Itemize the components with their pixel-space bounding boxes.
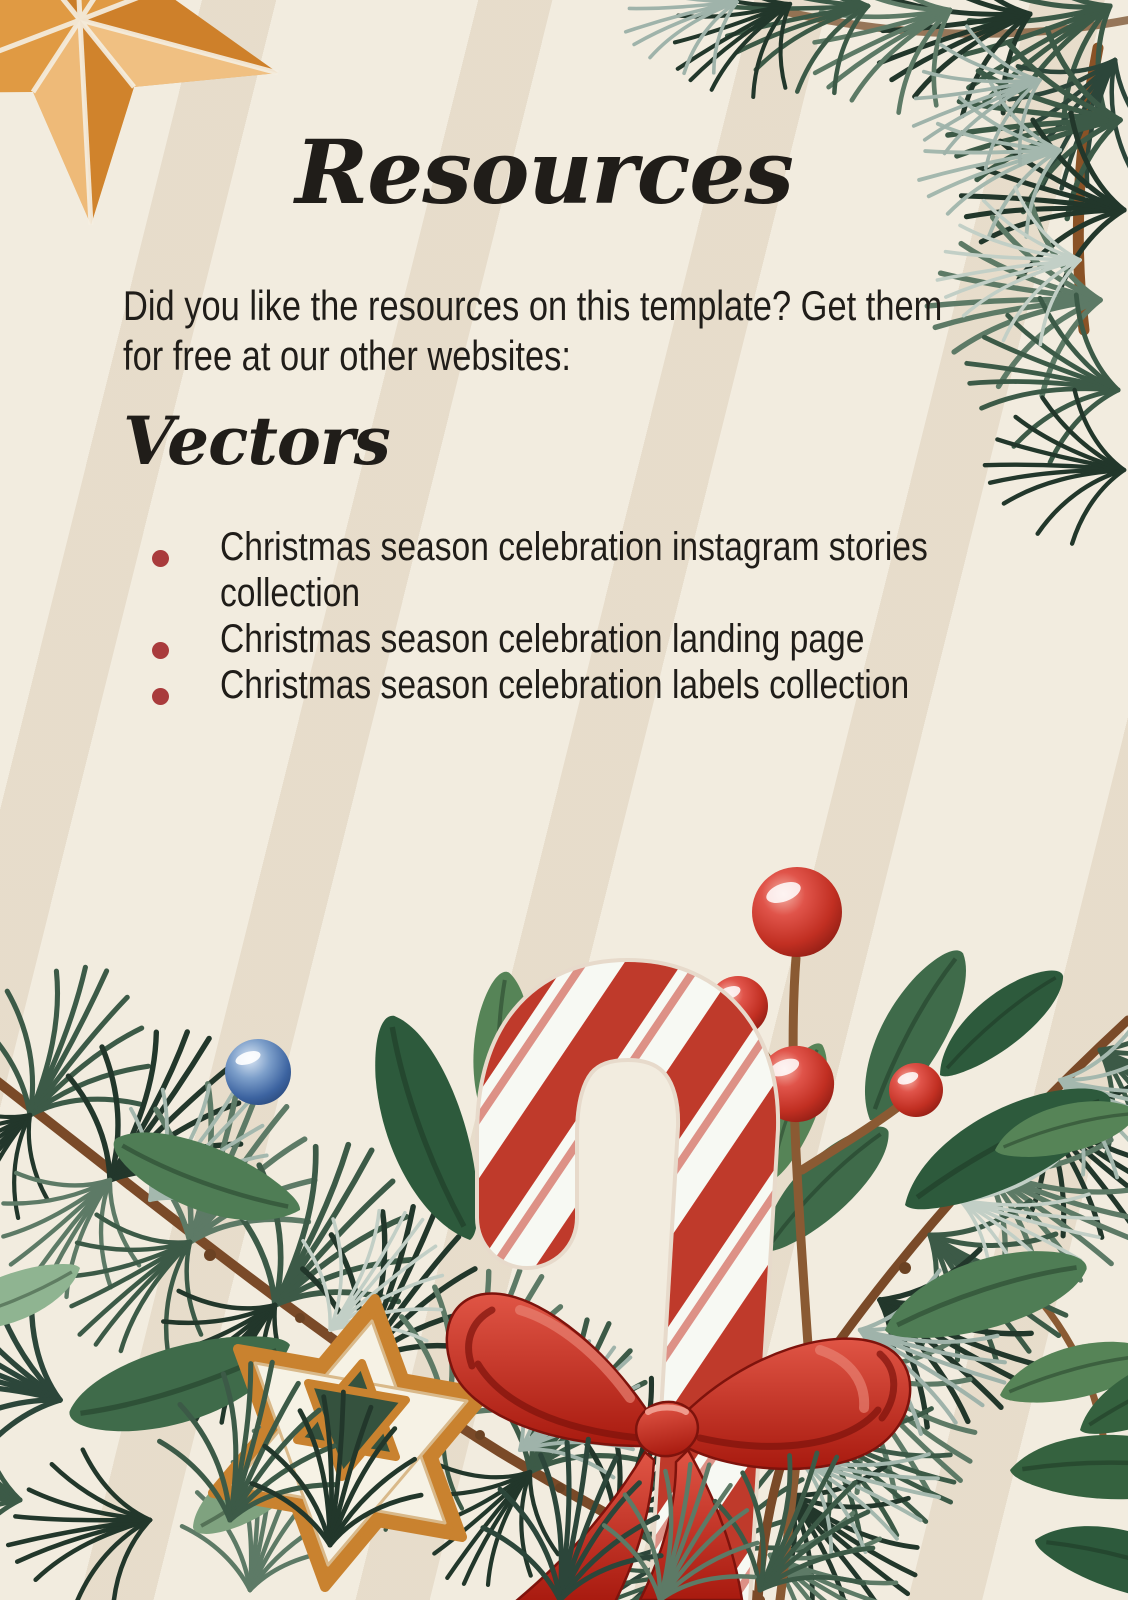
bullet-dot	[152, 550, 169, 567]
list-item	[0, 616, 1128, 662]
intro-line-2: for free at our other websites:	[123, 332, 571, 379]
list-item	[0, 662, 1128, 708]
list-item	[0, 524, 1128, 616]
section-heading-vectors: Vectors	[123, 402, 390, 480]
list-item-text: Christmas season celebration instagram stories collection	[220, 525, 928, 615]
bullet-dot	[152, 642, 169, 659]
blue-ornament-ball-illustration	[225, 1039, 291, 1105]
berry	[889, 1063, 943, 1117]
pine-branch-top-right	[609, 0, 1128, 545]
list-item-text: Christmas season celebration labels collection	[220, 663, 910, 707]
page-title: Resources	[295, 120, 793, 224]
list-item-text: Christmas season celebration landing page	[220, 617, 865, 661]
bullet-dot	[152, 688, 169, 705]
intro-line-1: Did you like the resources on this template? Get them	[123, 282, 943, 329]
vectors-list	[0, 524, 1128, 708]
intro-text	[123, 281, 1122, 381]
